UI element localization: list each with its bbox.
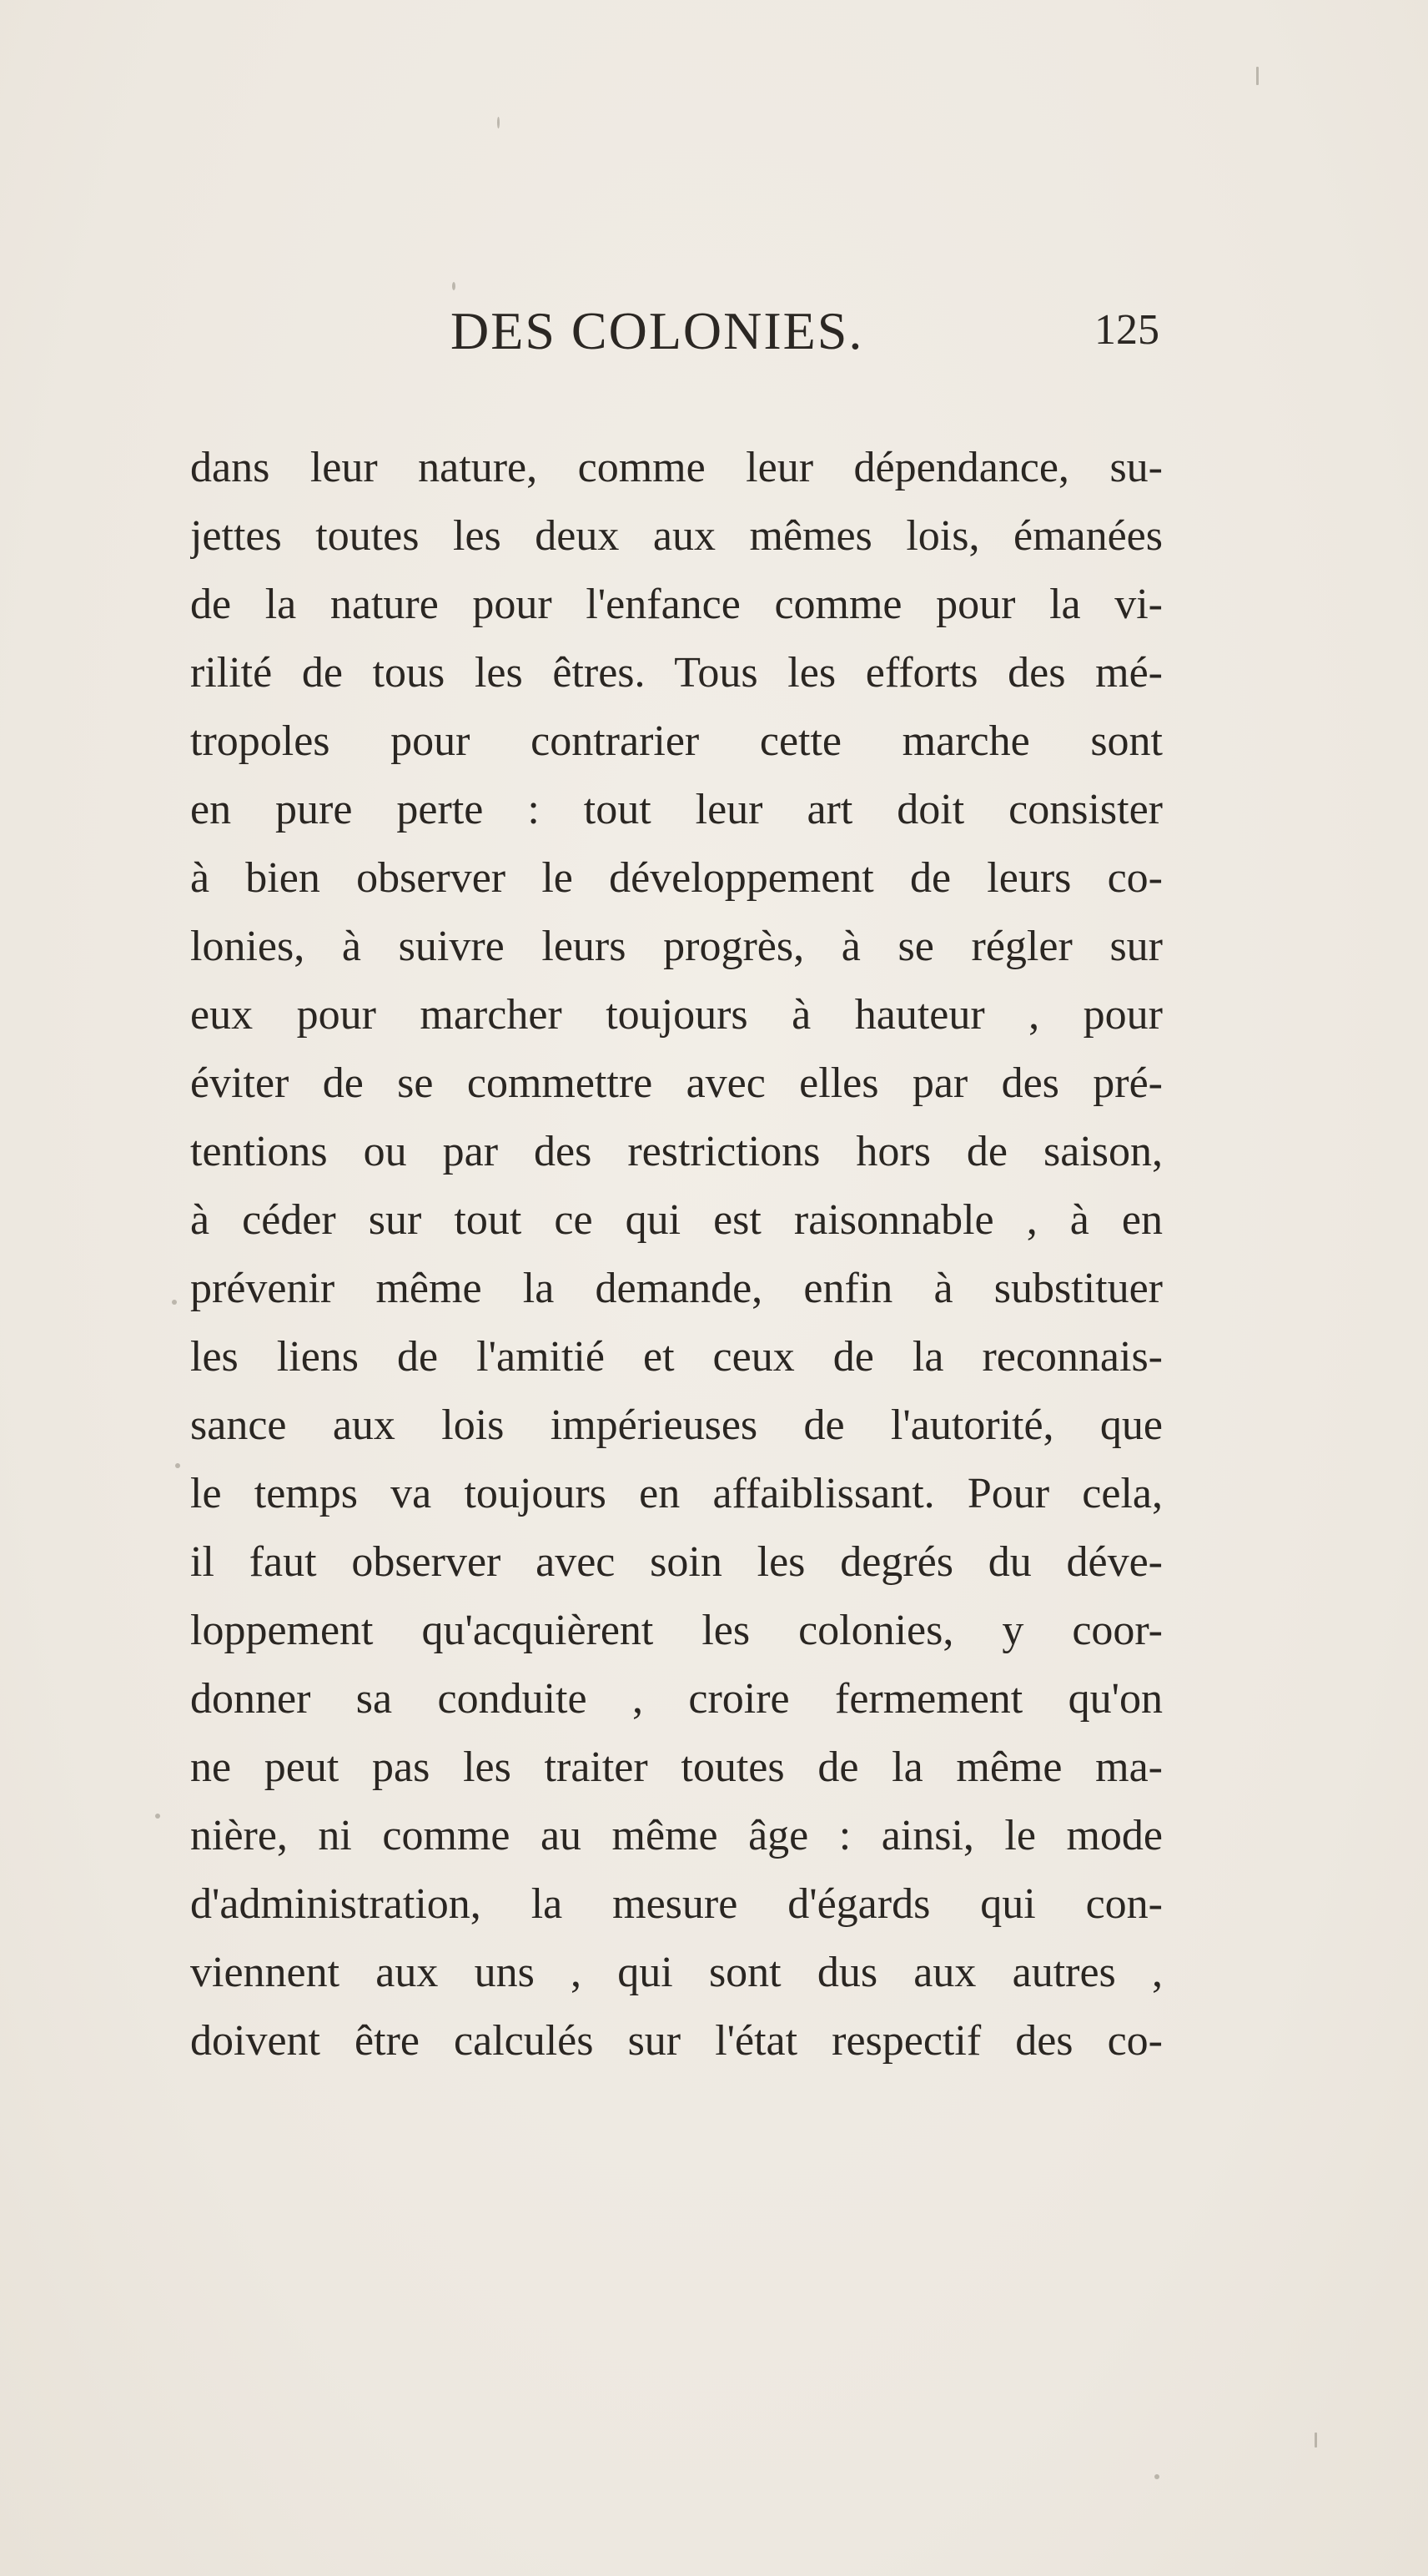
running-title: DES COLONIES. — [450, 301, 864, 360]
text-line: viennent aux uns , qui sont dus aux autres , — [190, 1949, 1163, 1996]
text-line: tropoles pour contrarier cette marche sont — [190, 717, 1163, 765]
paper-speck — [1315, 2433, 1317, 2448]
text-line: dans leur nature, comme leur dépendance, su- — [190, 444, 1163, 491]
text-line: d'administration, la mesure d'égards qui con- — [190, 1880, 1163, 1928]
paper-speck — [1256, 67, 1259, 85]
text-line: nière, ni comme au même âge : ainsi, le mode — [190, 1812, 1163, 1859]
text-line: à bien observer le développement de leurs co- — [190, 854, 1163, 902]
text-line: jettes toutes les deux aux mêmes lois, émanées — [190, 512, 1163, 560]
paper-speck — [452, 282, 455, 290]
text-line: prévenir même la demande, enfin à substituer — [190, 1265, 1163, 1312]
text-line: ne peut pas les traiter toutes de la même ma- — [190, 1743, 1163, 1791]
text-line: eux pour marcher toujours à hauteur , pour — [190, 991, 1163, 1039]
text-line: il faut observer avec soin les degrés du déve- — [190, 1538, 1163, 1586]
page-number: 125 — [1094, 306, 1159, 354]
text-line: de la nature pour l'enfance comme pour la vi- — [190, 581, 1163, 628]
page-header — [192, 300, 1159, 367]
text-line: doivent être calculés sur l'état respectif des co- — [190, 2017, 1163, 2065]
paper-speck — [497, 117, 500, 128]
text-line: en pure perte : tout leur art doit consister — [190, 786, 1163, 833]
body-text — [190, 434, 1163, 2075]
text-line: loppement qu'acquièrent les colonies, y coor- — [190, 1607, 1163, 1654]
text-line: à céder sur tout ce qui est raisonnable , à en — [190, 1196, 1163, 1244]
text-line: éviter de se commettre avec elles par des pré- — [190, 1059, 1163, 1107]
text-line: le temps va toujours en affaiblissant. Pour cela, — [190, 1470, 1163, 1517]
paper-speck — [175, 1463, 180, 1468]
paper-speck — [155, 1814, 160, 1819]
text-line: donner sa conduite , croire fermement qu'on — [190, 1675, 1163, 1723]
paper-speck — [1154, 2474, 1159, 2479]
text-line: tentions ou par des restrictions hors de saison, — [190, 1128, 1163, 1175]
text-line: lonies, à suivre leurs progrès, à se régler sur — [190, 923, 1163, 970]
text-line: rilité de tous les êtres. Tous les efforts des mé- — [190, 649, 1163, 697]
paper-speck — [172, 1300, 177, 1305]
text-line: les liens de l'amitié et ceux de la reconnais- — [190, 1333, 1163, 1381]
text-line: sance aux lois impérieuses de l'autorité, que — [190, 1401, 1163, 1449]
